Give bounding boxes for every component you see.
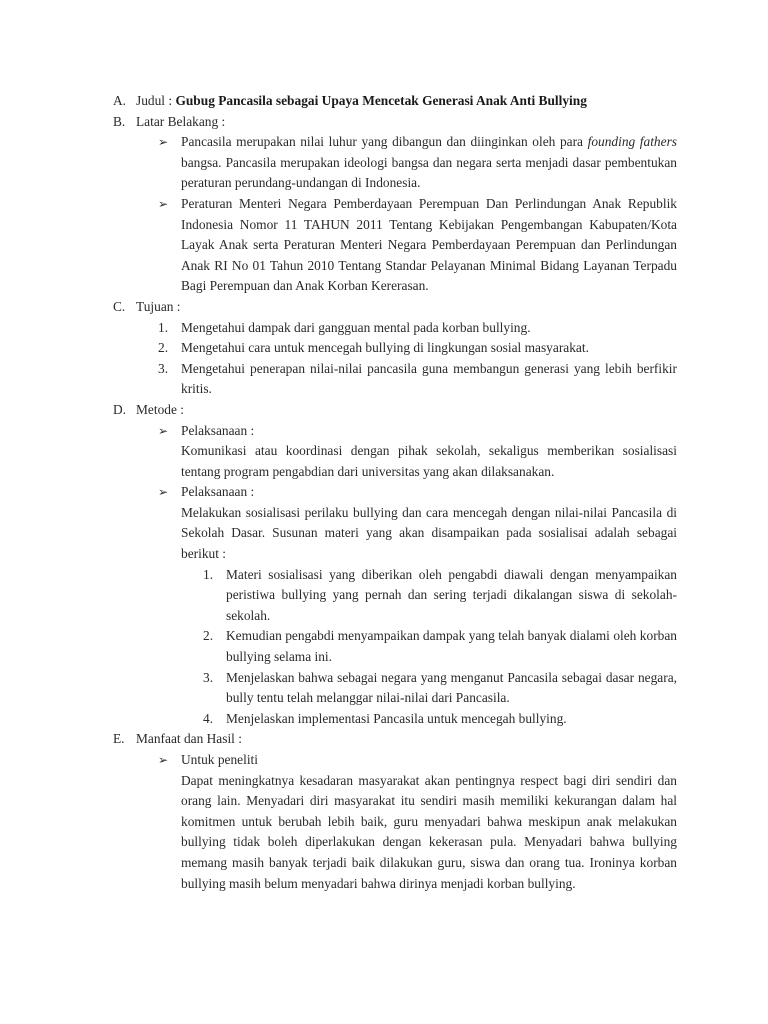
section-b-letter: B. bbox=[113, 113, 126, 129]
bullet-text: bangsa. Pancasila merupakan ideologi bangsa dan negara serta menjadi dasar pembentukan peraturan perundang-undangan di Indonesia. bbox=[181, 154, 677, 191]
section-b bbox=[0, 112, 768, 133]
list-item-text: Mengetahui dampak dari gangguan mental pada korban bullying. bbox=[181, 319, 531, 335]
list-item-text: Mengetahui cara untuk mencegah bullying di lingkungan sosial masyarakat. bbox=[181, 340, 589, 356]
arrow-bullet-icon: ➢ bbox=[158, 196, 169, 211]
list-item bbox=[0, 565, 677, 627]
section-c bbox=[0, 297, 768, 318]
list-number: 3. bbox=[203, 669, 214, 685]
section-a-label: Judul : bbox=[136, 93, 176, 108]
list-number: 2. bbox=[158, 340, 169, 356]
section-c-letter: C. bbox=[113, 298, 126, 314]
paragraph: Komunikasi atau koordinasi dengan pihak sekolah, sekaligus memberikan sosialisasi tentang program pengabdian dari universitas yang akan dilaksanakan. bbox=[181, 443, 677, 479]
list-item bbox=[0, 338, 677, 359]
list-item bbox=[0, 668, 677, 709]
arrow-bullet-icon: ➢ bbox=[158, 485, 169, 500]
arrow-bullet-icon: ➢ bbox=[158, 423, 169, 438]
list-item bbox=[0, 318, 677, 339]
paragraph: Melakukan sosialisasi perilaku bullying dan cara mencegah dengan nilai-nilai Pancasila di Sekolah Dasar. Susunan materi yang akan disampaikan pada sosialisai adalah sebagai berikut : bbox=[181, 504, 677, 562]
arrow-bullet-icon: ➢ bbox=[158, 135, 169, 150]
list-item bbox=[0, 709, 677, 730]
paragraph: Dapat meningkatnya kesadaran masyarakat akan pentingnya respect bagi diri sendiri dan orang lain. Menyadari diri masyarakat itu sendiri masih memiliki kekurangan dalam hal komitmen untuk berubah lebih baik, guru menyadari bahwa meskipun anak melakukan bullying tidak boleh diperlakukan dengan kekerasan pula. Menyadari bahwa bullying memang masih banyak terjadi baik dilakukan guru, siswa dan orang tua. Ironinya korban bullying masih belum menyadari bahwa dirinya menjadi korban bullying. bbox=[181, 772, 677, 891]
section-b-bullet-1 bbox=[0, 132, 677, 194]
section-d-letter: D. bbox=[113, 401, 127, 417]
section-e-letter: E. bbox=[113, 731, 125, 747]
document-title: Gubug Pancasila sebagai Upaya Mencetak Generasi Anak Anti Bullying bbox=[175, 93, 587, 108]
section-a-letter: A. bbox=[113, 93, 127, 108]
section-d-bullet-1 bbox=[0, 421, 677, 442]
list-item-text: Menjelaskan implementasi Pancasila untuk mencegah bullying. bbox=[226, 710, 567, 726]
list-item-text: Materi sosialisasi yang diberikan oleh pengabdi diawali dengan menyampaikan peristiwa bullying yang pernah dan sering terjadi dikalangan siswa di sekolah-sekolah. bbox=[226, 566, 677, 623]
list-number: 1. bbox=[203, 566, 214, 582]
section-d bbox=[0, 400, 768, 421]
section-e-bullet-1 bbox=[0, 750, 677, 771]
section-b-bullet-2 bbox=[0, 194, 677, 297]
section-e-label: Manfaat dan Hasil : bbox=[136, 731, 242, 747]
list-number: 3. bbox=[158, 360, 169, 376]
section-c-label: Tujuan : bbox=[136, 298, 181, 314]
section-d-bullet-2 bbox=[0, 482, 677, 503]
list-number: 1. bbox=[158, 319, 169, 335]
section-d-label: Metode : bbox=[136, 401, 184, 417]
bullet-text: Peraturan Menteri Negara Pemberdayaan Perempuan Dan Perlindungan Anak Republik Indonesia Nomor 11 TAHUN 2011 Tentang Kebijakan Pengembangan Kabupaten/Kota Layak Anak serta Peraturan Menteri Negara Pemberdayaan Perempuan dan Perlindungan Anak RI No 01 Tahun 2010 Tentang Standar Pelayanan Minimal Bidang Layanan Terpadu Bagi Perempuan dan Anak Korban Kererasan. bbox=[181, 195, 677, 294]
list-item-text: Kemudian pengabdi menyampaikan dampak yang telah banyak dialami oleh korban bullying selama ini. bbox=[226, 628, 677, 665]
list-number: 2. bbox=[203, 628, 214, 644]
bullet-title: Pelaksanaan : bbox=[181, 422, 255, 438]
bullet-text: Pancasila merupakan nilai luhur yang dibangun dan diinginkan oleh para bbox=[181, 134, 588, 150]
section-e bbox=[0, 729, 768, 750]
arrow-bullet-icon: ➢ bbox=[158, 753, 169, 767]
section-a-heading bbox=[136, 93, 587, 108]
bullet-title: Untuk peneliti bbox=[181, 752, 258, 767]
section-a bbox=[0, 91, 768, 112]
bullet-title: Pelaksanaan : bbox=[181, 484, 255, 500]
list-item-text: Mengetahui penerapan nilai-nilai pancasila guna membangun generasi yang lebih berfikir kritis. bbox=[181, 360, 677, 397]
italic-term: founding fathers bbox=[587, 134, 677, 150]
list-item bbox=[0, 359, 677, 400]
list-number: 4. bbox=[203, 710, 214, 726]
list-item-text: Menjelaskan bahwa sebagai negara yang menganut Pancasila sebagai dasar negara, bully tentu telah melanggar nilai-nilai dari Pancasila. bbox=[226, 669, 677, 706]
section-b-label: Latar Belakang : bbox=[136, 113, 226, 129]
list-item bbox=[0, 626, 677, 667]
